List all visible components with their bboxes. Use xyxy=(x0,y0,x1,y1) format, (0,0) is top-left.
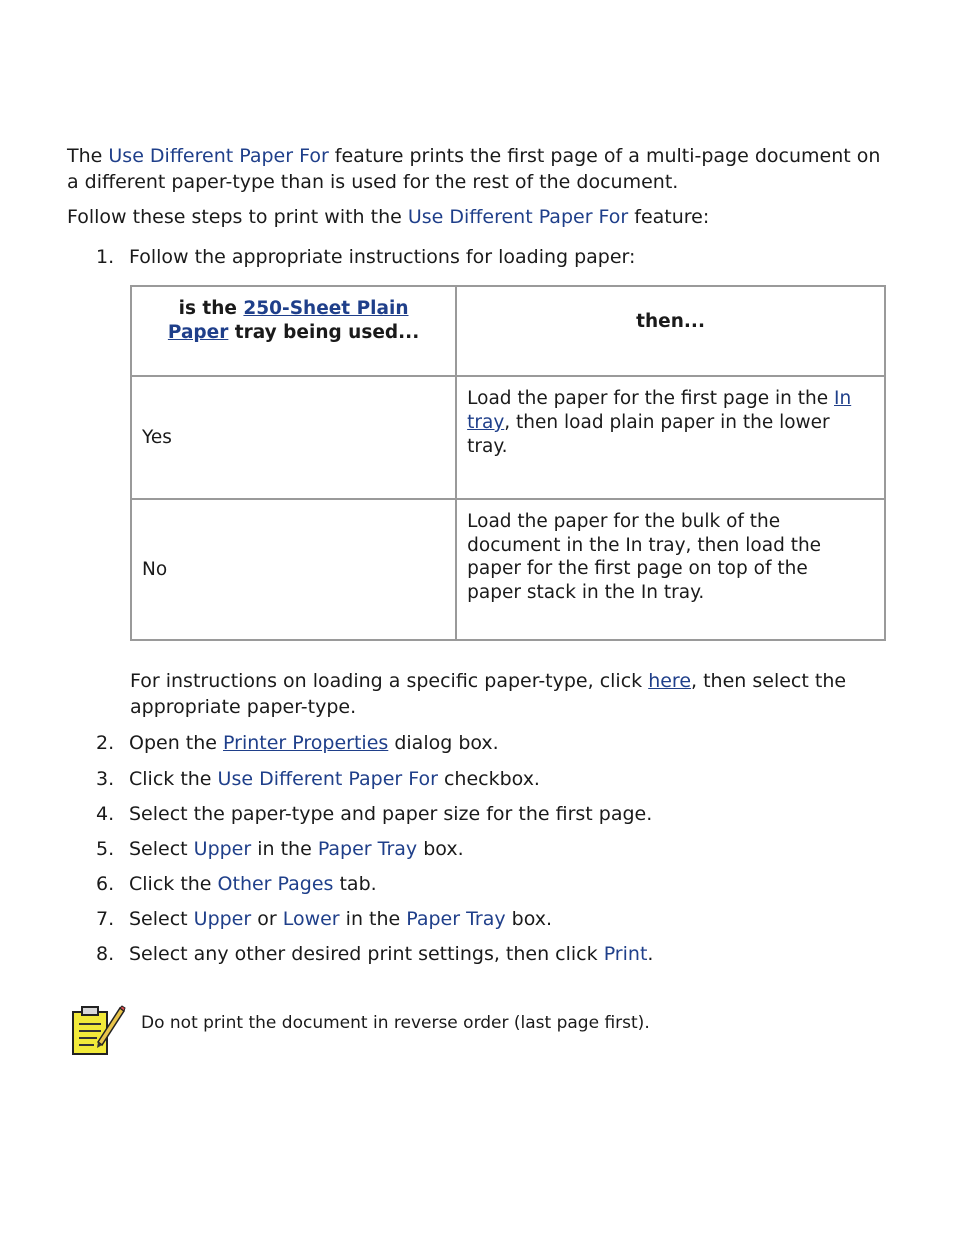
step-6 xyxy=(96,871,886,897)
header-text: tray being used... xyxy=(228,322,420,343)
step-text: Follow the appropriate instructions for loading paper: xyxy=(129,246,636,268)
instruction-text: paper stack in the In tray. xyxy=(467,581,705,603)
link-in-tray-cont[interactable]: tray xyxy=(467,412,505,433)
step-text: . xyxy=(647,943,654,965)
intro-text: a different paper-type than is used for the rest of the document. xyxy=(67,171,679,193)
ui-term-use-different-paper-for: Use Different Paper For xyxy=(108,145,329,167)
table-cell-no-instructions xyxy=(456,499,885,640)
step-1 xyxy=(96,244,886,270)
step-8 xyxy=(96,941,886,967)
loading-text: , then select the xyxy=(691,670,847,692)
step-text: box. xyxy=(417,838,464,860)
step-7 xyxy=(96,906,886,932)
loading-text: For instructions on loading a specific paper-type, click xyxy=(130,670,649,692)
step-2 xyxy=(96,730,886,756)
table-cell-answer-no: No xyxy=(131,499,456,640)
follow-steps-text: Follow these steps to print with the xyxy=(67,206,408,228)
step-number: 7. xyxy=(96,908,115,930)
ui-term-upper: Upper xyxy=(193,908,252,930)
loading-instructions-paragraph xyxy=(130,668,950,720)
ui-term-print: Print xyxy=(603,943,648,965)
step-number: 2. xyxy=(96,732,115,754)
step-text: Select xyxy=(129,838,194,860)
paper-loading-table xyxy=(130,285,886,641)
step-text: in the xyxy=(339,908,407,930)
table-row xyxy=(131,499,885,640)
step-text: Click the xyxy=(129,873,218,895)
step-text: in the xyxy=(251,838,318,860)
header-text: is the xyxy=(178,298,244,319)
link-printer-properties[interactable]: Printer Properties xyxy=(223,732,389,754)
follow-steps-paragraph xyxy=(67,204,887,230)
step-number: 8. xyxy=(96,943,115,965)
note-text: Do not print the document in reverse order (last page first). xyxy=(141,1013,650,1033)
ui-term-paper-tray: Paper Tray xyxy=(317,838,418,860)
table-header-tray-question xyxy=(131,286,456,376)
follow-steps-text: feature: xyxy=(628,206,710,228)
table-cell-yes-instructions xyxy=(456,376,885,499)
step-text: box. xyxy=(505,908,553,930)
clipboard-pencil-note-icon xyxy=(70,1004,126,1058)
step-text: checkbox. xyxy=(437,768,540,790)
step-text: Click the xyxy=(129,768,218,790)
step-number: 4. xyxy=(96,803,115,825)
ui-term-upper: Upper xyxy=(193,838,252,860)
ui-term-paper-tray: Paper Tray xyxy=(406,908,506,930)
intro-text: The xyxy=(67,145,109,167)
link-here[interactable]: here xyxy=(648,670,692,692)
link-in-tray[interactable]: In xyxy=(834,388,852,409)
step-number: 3. xyxy=(96,768,115,790)
instruction-text: Load the paper for the first page in the xyxy=(467,388,834,409)
loading-text: appropriate paper-type. xyxy=(130,696,357,718)
step-text: or xyxy=(251,908,283,930)
instruction-text: Load the paper for the bulk of the xyxy=(467,511,781,532)
step-text: Select the paper-type and paper size for the first page. xyxy=(129,803,653,825)
table-cell-answer-yes: Yes xyxy=(131,376,456,499)
step-number: 1. xyxy=(96,246,115,268)
intro-text: feature prints the first page of a multi-page document on xyxy=(328,145,881,167)
link-250-sheet-plain-paper-cont[interactable]: Paper xyxy=(167,322,229,343)
instruction-text: document in the In tray, then load the xyxy=(467,534,822,556)
ui-term-other-pages: Other Pages xyxy=(217,873,334,895)
step-number: 5. xyxy=(96,838,115,860)
instruction-text: , then load plain paper in the lower tray. xyxy=(467,412,830,457)
ui-term-lower: Lower xyxy=(282,908,340,930)
step-4 xyxy=(96,801,886,827)
step-text: Select xyxy=(129,908,194,930)
intro-paragraph xyxy=(67,143,887,195)
step-text: tab. xyxy=(333,873,377,895)
step-text: dialog box. xyxy=(388,732,499,754)
link-250-sheet-plain-paper[interactable]: 250-Sheet Plain xyxy=(243,298,409,319)
table-row xyxy=(131,376,885,499)
table-header-then: then... xyxy=(456,286,885,376)
step-text: Select any other desired print settings, then click xyxy=(129,943,604,965)
instruction-text: paper for the first page on top of the xyxy=(467,558,808,579)
table-header-row xyxy=(131,286,885,376)
ui-term-use-different-paper-for: Use Different Paper For xyxy=(407,206,629,228)
step-text: Open the xyxy=(129,732,224,754)
step-5 xyxy=(96,836,886,862)
step-number: 6. xyxy=(96,873,115,895)
step-3 xyxy=(96,766,886,792)
ui-term-use-different-paper-for: Use Different Paper For xyxy=(217,768,438,790)
